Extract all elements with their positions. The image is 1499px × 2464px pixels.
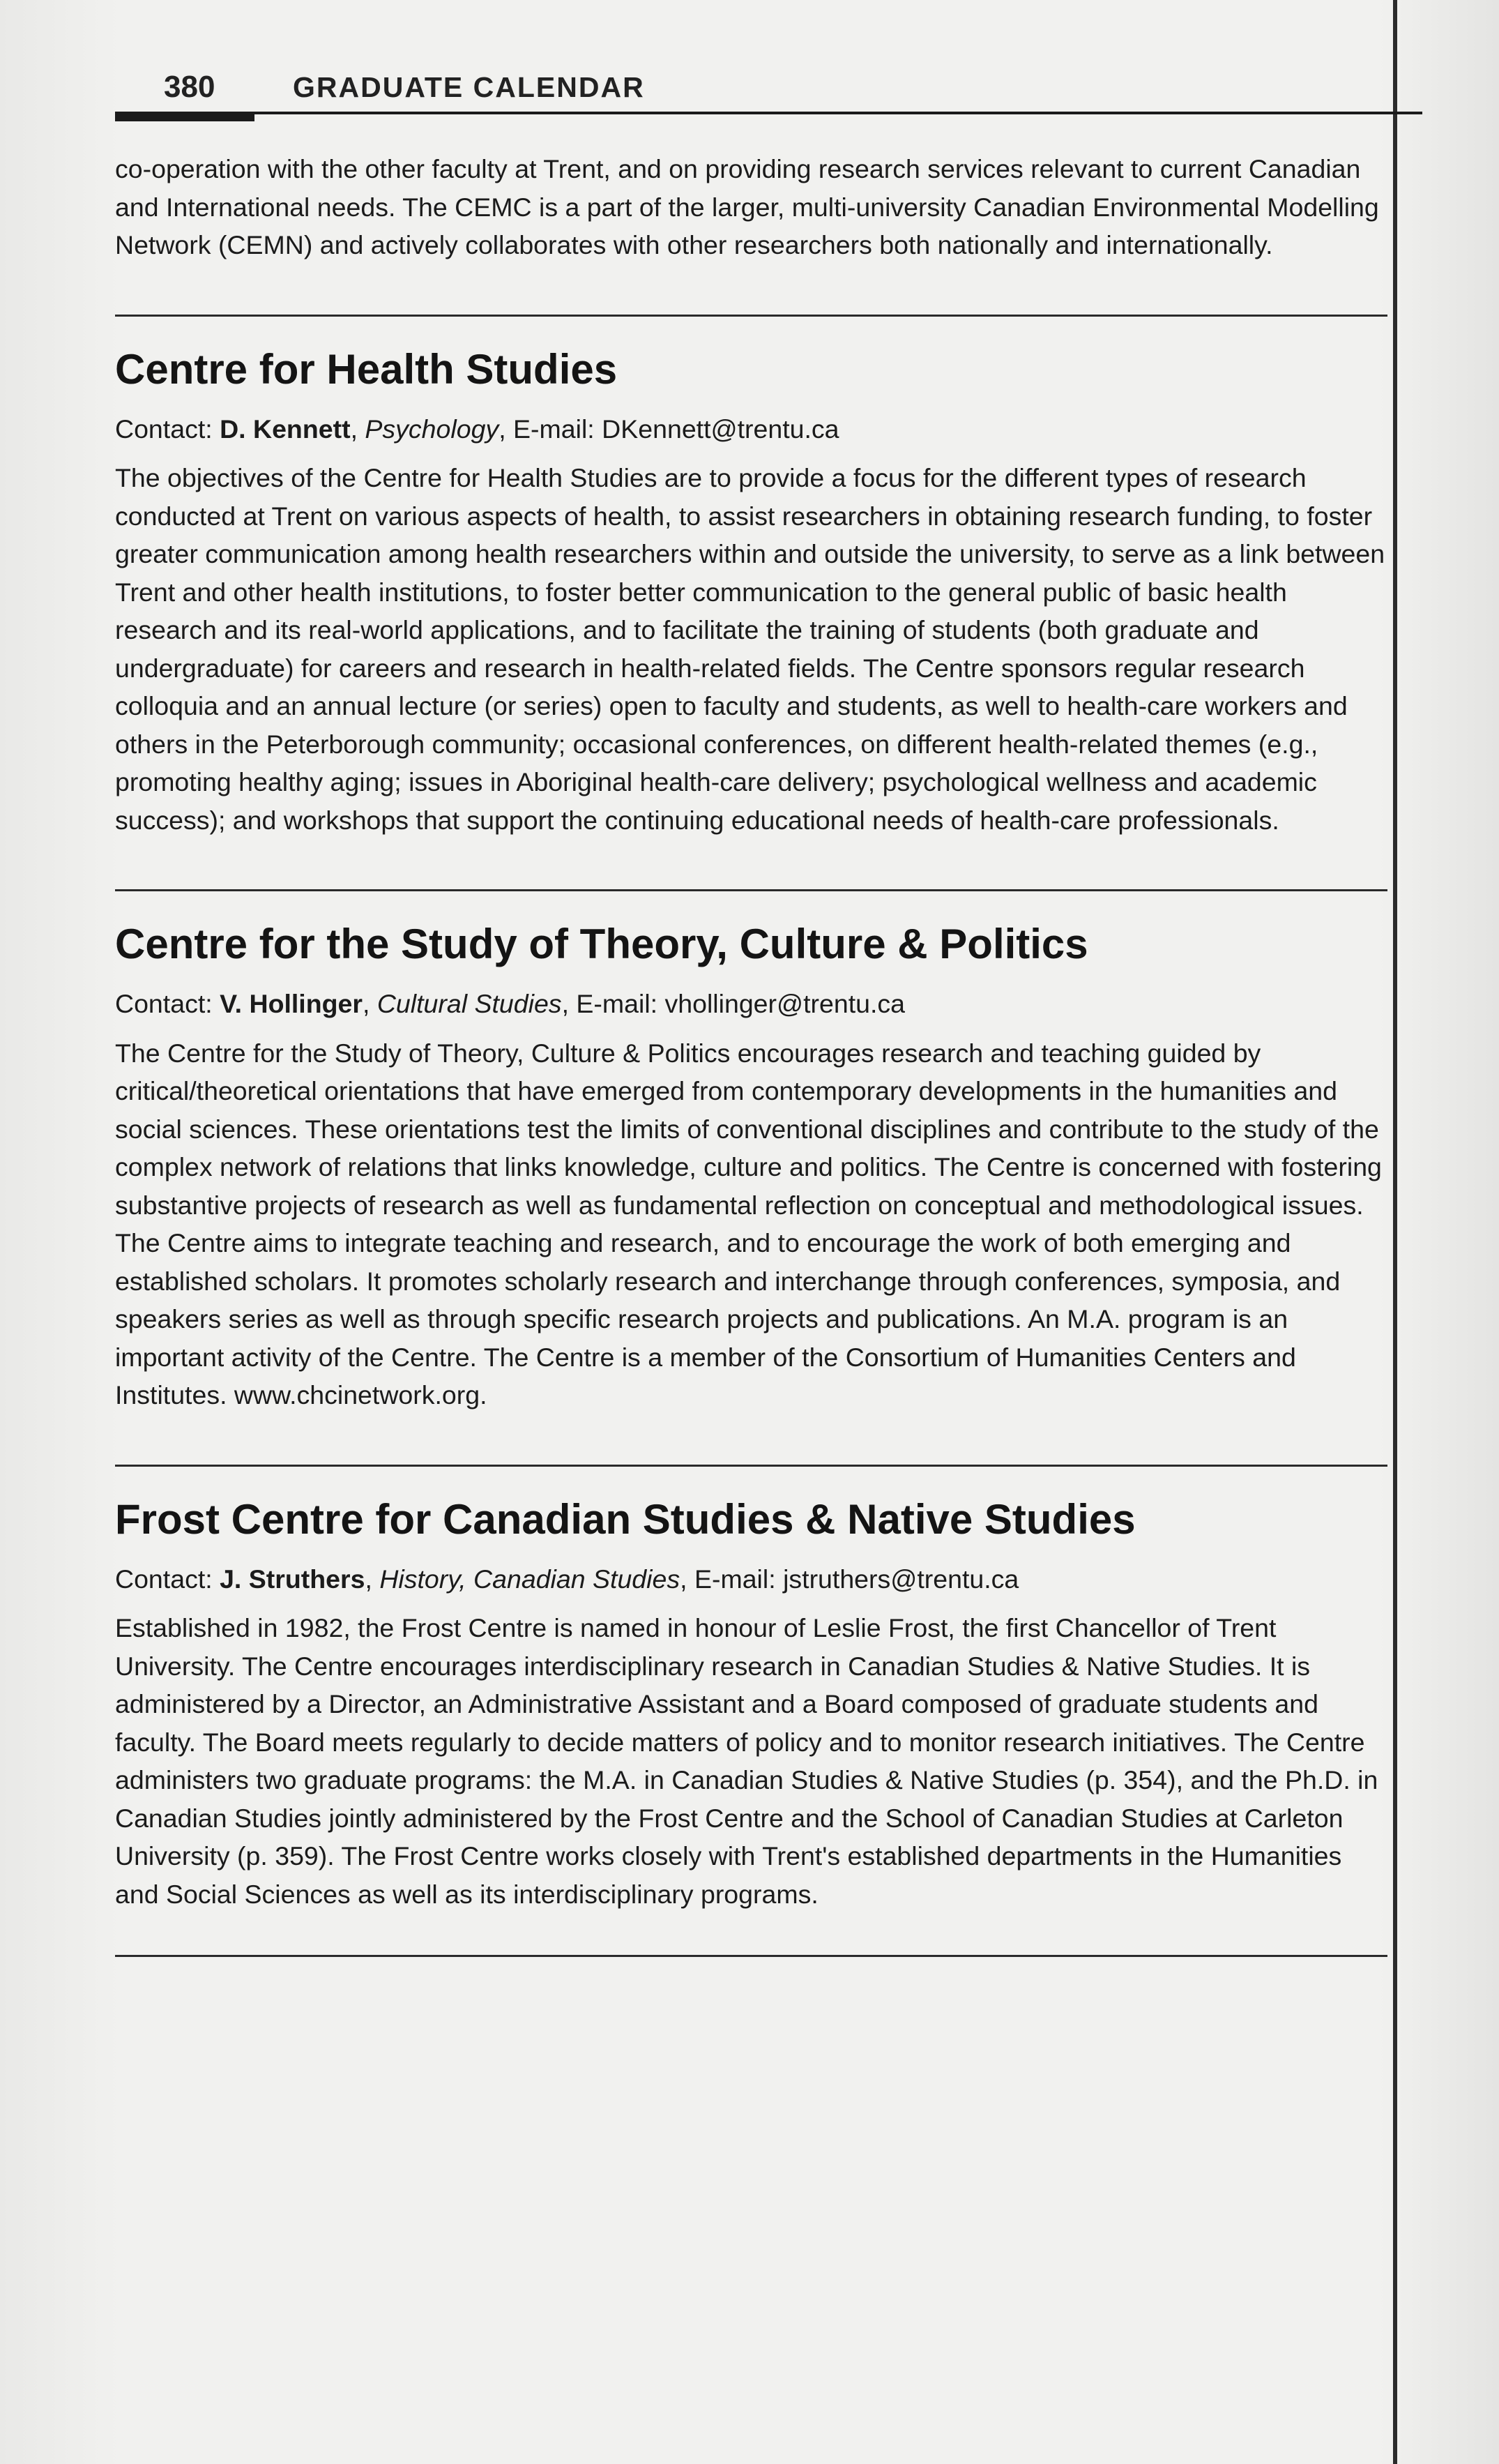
section-divider <box>115 1465 1387 1467</box>
page-content <box>115 150 1387 1957</box>
contact-department: Cultural Studies <box>376 989 562 1018</box>
page-header <box>115 67 1422 123</box>
email-address: jstruthers@trentu.ca <box>783 1564 1019 1594</box>
contact-label: Contact: <box>115 1564 213 1594</box>
section-body: The objectives of the Centre for Health Studies are to provide a focus for the different types of research conducted at Trent on various aspects of health, to assist researchers in obtaining research funding, to foster greater communication among health researchers within and outside the university, to serve as a link between Trent and other health institutions, to foster better communication to the general public of basic health research and its real-world applications, and to facilitate the training of students (both graduate and undergraduate) for careers and research in health-related fields. The Centre sponsors regular research colloquia and an annual lecture (or series) open to faculty and students, as well to health-care workers and others in the Peterborough community; occasional conferences, on different health-related themes (e.g., promoting healthy aging; issues in Aboriginal health-care delivery; psychological wellness and academic success); and workshops that support the continuing educational needs of health-care professionals. <box>115 463 1385 835</box>
section-divider <box>115 889 1387 891</box>
email-label: E-mail: <box>694 1564 776 1594</box>
header-rule-accent <box>115 112 254 121</box>
contact-label: Contact: <box>115 414 213 444</box>
email-label: E-mail: <box>513 414 595 444</box>
contact-line: Contact: V. Hollinger, Cultural Studies, E-mail: vhollinger@trentu.ca <box>115 989 906 1018</box>
contact-name: V. Hollinger <box>220 989 363 1018</box>
contact-line: Contact: D. Kennett, Psychology, E-mail: DKennett@trentu.ca <box>115 414 839 444</box>
contact-name: D. Kennett <box>220 414 351 444</box>
header-rule <box>115 112 1422 114</box>
section-body: The Centre for the Study of Theory, Culture & Politics encourages research and teaching guided by critical/theoretical orientations that have emerged from contemporary developments in the humanities and social sciences. These orientations test the limits of conventional disciplines and contribute to the study of the complex network of relations that links knowledge, culture and politics. The Centre is concerned with fostering substantive projects of research as well as fundamental reflection on conceptual and methodological issues. The Centre aims to integrate teaching and research, and to encourage the work of both emerging and established scholars. It promotes scholarly research and interchange through conferences, symposia, and speakers series as well as through specific research projects and publications. An M.A. program is an important activity of the Centre. The Centre is a member of the Consortium of Humanities Centers and Institutes. www.chcinetwork.org. <box>115 1038 1382 1409</box>
contact-department: History, Canadian Studies <box>379 1564 680 1594</box>
section-divider <box>115 315 1387 317</box>
email-address: DKennett@trentu.ca <box>602 414 839 444</box>
section-divider <box>115 1955 1387 1957</box>
email-address: vhollinger@trentu.ca <box>664 989 906 1018</box>
section-title: Frost Centre for Canadian Studies & Native Studies <box>115 1495 1136 1543</box>
section-health-studies <box>115 345 1387 840</box>
section-title: Centre for the Study of Theory, Culture & Politics <box>115 921 1088 967</box>
section-body: Established in 1982, the Frost Centre is named in honour of Leslie Frost, the first Chancellor of Trent University. The Centre encourages interdisciplinary research in Canadian Studies & Native Studies. It is administered by a Director, an Administrative Assistant and a Board composed of graduate students and faculty. The Board meets regularly to decide matters of policy and to monitor research initiatives. The Centre administers two graduate programs: the M.A. in Canadian Studies & Native Studies (p. 354), and the Ph.D. in Canadian Studies jointly administered by the Frost Centre and the School of Canadian Studies at Carleton University (p. 359). The Frost Centre works closely with Trent's established departments in the Humanities and Social Sciences as well as its interdisciplinary programs. <box>115 1613 1378 1909</box>
running-title: GRADUATE CALENDAR <box>293 71 645 103</box>
page-number: 380 <box>164 70 215 104</box>
page-edge-line <box>1393 0 1397 2464</box>
intro-paragraph: co-operation with the other faculty at Trent, and on providing research services relevant to current Canadian and International needs. The CEMC is a part of the larger, multi-university Canadian Environmental Modelling Network (CEMN) and actively collaborates with other researchers both nationally and internationally. <box>115 154 1379 259</box>
email-label: E-mail: <box>576 989 658 1018</box>
contact-label: Contact: <box>115 989 213 1018</box>
contact-department: Psychology <box>365 414 499 444</box>
section-frost-centre <box>115 1495 1387 1914</box>
section-title: Centre for Health Studies <box>115 345 618 393</box>
contact-line: Contact: J. Struthers, History, Canadian Studies, E-mail: jstruthers@trentu.ca <box>115 1564 1019 1594</box>
section-theory-culture-politics <box>115 919 1387 1414</box>
contact-name: J. Struthers <box>220 1564 365 1594</box>
